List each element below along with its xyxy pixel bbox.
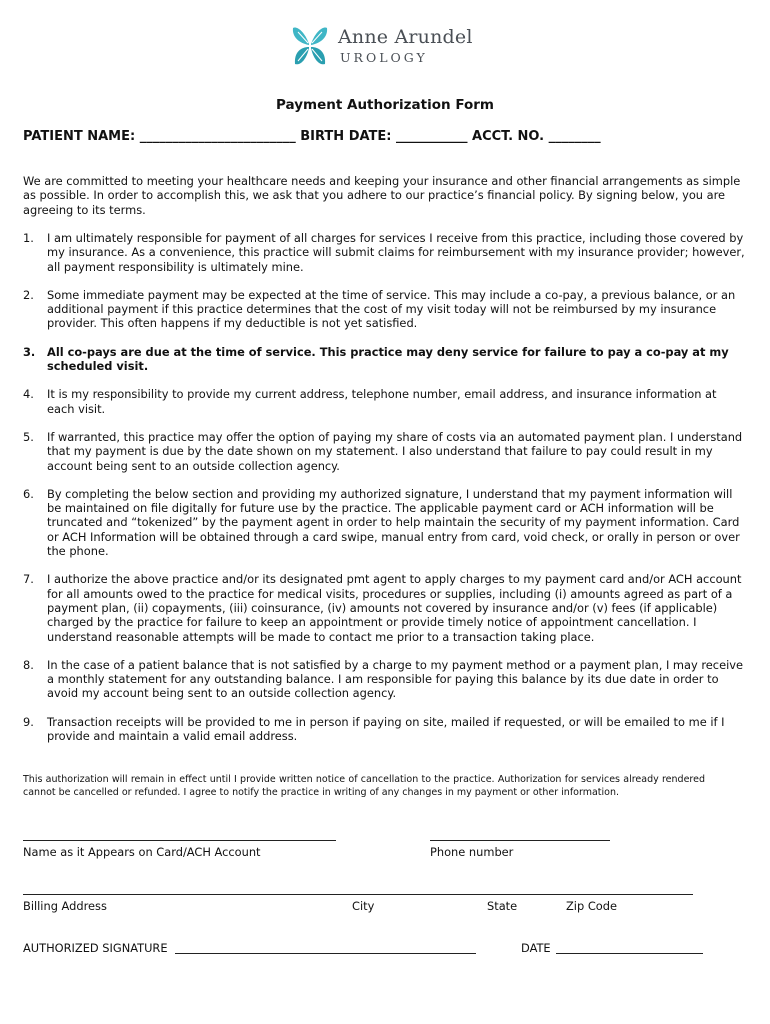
item-text: Some immediate payment may be expected at the time of service. This may include a co-pay, a previous balance, or an additional payment if this practice determines that the cost of my visit today will not be reimbursed by my insurance provider. This often happens if my deductible is not yet satisfied. [47, 287, 736, 331]
patient-info-line: PATIENT NAME: ________________________ BIRTH DATE: ___________ ACCT. NO. ________ [23, 129, 601, 144]
list-item [23, 572, 745, 643]
state-label: State [487, 899, 518, 913]
butterfly-logo-icon [292, 24, 328, 68]
billing-address-label: Billing Address [23, 899, 107, 913]
list-item [23, 345, 745, 374]
intro-paragraph: We are committed to meeting your healthcare needs and keeping your insurance and other financial arrangements as simple as possible. In order to accomplish this, we ask that you adhere to our practice’s financial policy. By signing below, you are agreeing to its terms. [23, 174, 741, 217]
name-field-label: Name as it Appears on Card/ACH Account [23, 845, 261, 859]
item-text: I am ultimately responsible for payment of all charges for services I receive from this practice, including those covered by my insurance. As a convenience, this practice will submit claims for reimbursement with my insurance provider; however, all payment responsibility is ultimately mine. [47, 231, 745, 274]
address-field-line[interactable] [23, 894, 693, 895]
item-number: 4. [23, 387, 34, 402]
phone-field-line[interactable] [430, 840, 610, 841]
list-item [23, 231, 745, 274]
practice-logo [292, 24, 473, 68]
item-text: If warranted, this practice may offer the option of paying my share of costs via an automated payment plan. I understand that my payment is due by the date shown on my statement. I also understand that failure to pay could result in my account being sent to an outside collection agency. [47, 429, 743, 473]
city-label: City [352, 899, 375, 913]
logo-subtitle: UROLOGY [340, 49, 428, 65]
list-item [23, 487, 745, 558]
item-number: 7. [23, 572, 34, 587]
list-item [23, 387, 745, 416]
list-item [23, 715, 745, 744]
date-label: DATE [521, 941, 551, 955]
policy-list [23, 231, 745, 757]
item-text: Transaction receipts will be provided to me in person if paying on site, mailed if requested, or will be emailed to me if I provide and maintain a valid email address. [47, 714, 725, 744]
item-text: In the case of a patient balance that is not satisfied by a charge to my payment method or a payment plan, I may receive a monthly statement for any outstanding balance. I am responsible for paying this balance by its due date in order to avoid my account being sent to an outside collection agency. [47, 657, 743, 701]
phone-field-label: Phone number [430, 845, 514, 859]
zip-code-label: Zip Code [566, 899, 617, 913]
item-text: I authorize the above practice and/or its designated pmt agent to apply charges to my payment card and/or ACH account for all amounts owed to the practice for medical visits, procedures or supplies, including (i) amounts agreed as part of a payment plan, (ii) copayments, (iii) coinsurance, (iv) amounts not covered by insurance and/or (v) fees (if applicable) charged by the practice for failure to keep an appointment or provide timely notice of appointment cancellation. I understand reasonable attempts will be made to contact me prior to a transaction taking place. [47, 572, 742, 644]
name-field-line[interactable] [23, 840, 336, 841]
date-field-line[interactable] [556, 953, 703, 954]
list-item [23, 430, 745, 473]
item-text: It is my responsibility to provide my current address, telephone number, email address, and insurance information at each visit. [47, 387, 717, 416]
list-item [23, 658, 745, 701]
signature-label: AUTHORIZED SIGNATURE [23, 941, 168, 955]
form-title: Payment Authorization Form [275, 97, 494, 113]
item-number: 8. [23, 657, 34, 672]
item-number: 1. [23, 231, 34, 245]
item-text: All co-pays are due at the time of service. This practice may deny service for failure to pay a co-pay at my scheduled visit. [47, 344, 729, 374]
item-text: By completing the below section and providing my authorized signature, I understand that my payment information will be maintained on file digitally for future use by the practice. The applicable payment card or ACH information will be truncated and “tokenized” by the payment agent in order to help maintain the security of my payment information. Card or ACH Information will be obtained through a card swipe, manual entry from card, void check, or orally in person or over the phone. [47, 486, 740, 559]
logo-name: Anne Arundel [338, 25, 473, 48]
item-number: 5. [23, 429, 34, 444]
authorization-notice: This authorization will remain in effect until I provide written notice of cancellation to the practice. Authorization for services already rendered cannot be cancelled or refunded. I agree to notify the practice in writing of any changes in my payment or other information. [23, 774, 705, 798]
item-number: 2. [23, 287, 34, 302]
item-number: 9. [23, 714, 34, 729]
item-number: 3. [23, 344, 36, 359]
item-number: 6. [23, 486, 34, 501]
signature-field-line[interactable] [175, 953, 476, 954]
list-item [23, 288, 745, 331]
